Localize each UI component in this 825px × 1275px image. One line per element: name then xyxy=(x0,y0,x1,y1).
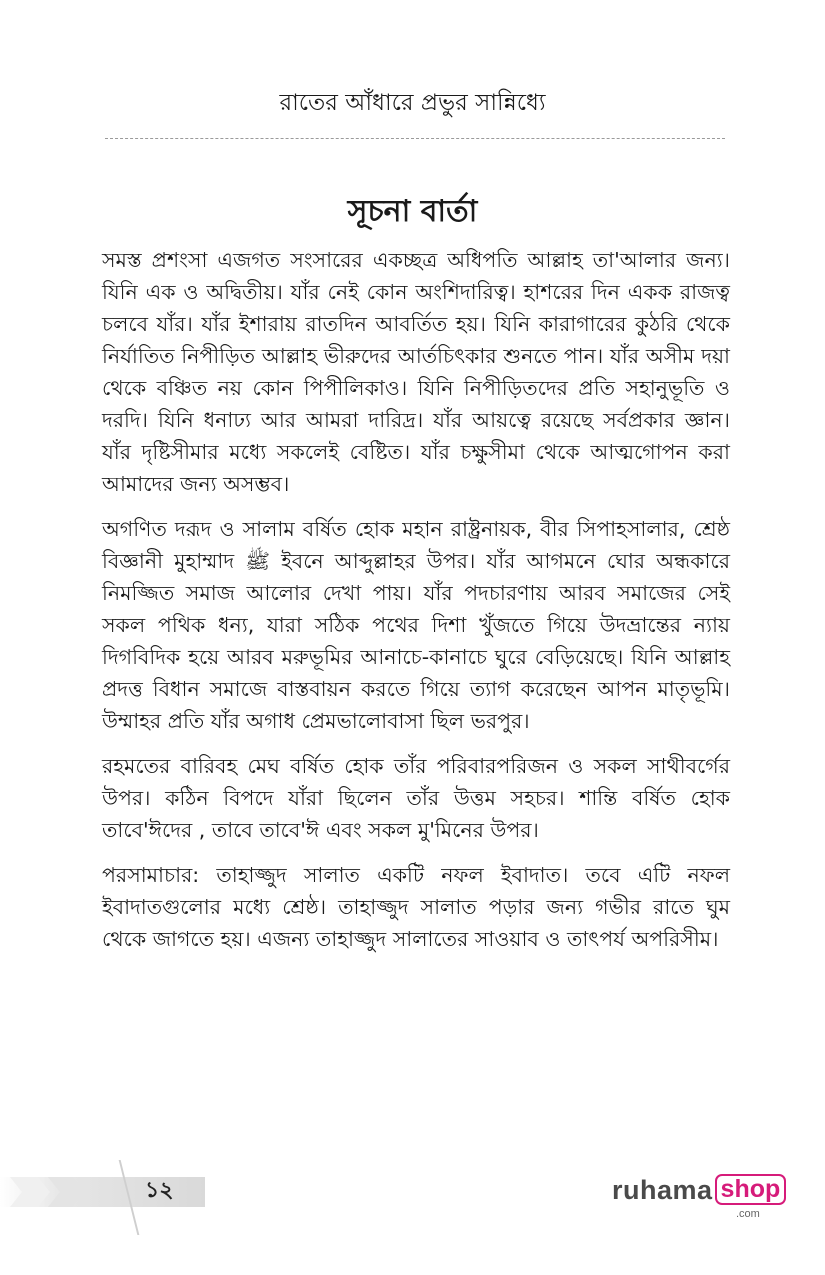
chapter-title: সূচনা বার্তা xyxy=(347,194,478,229)
footer-chevron-icon xyxy=(10,1177,100,1207)
paragraph-4: পরসামাচার: তাহাজ্জুদ সালাত একটি নফল ইবাদাত। তবে এটি নফল ইবাদাতগুলোর মধ্যে শ্রেষ্ঠ। তাহাজ্জুদ সালাত পড়ার জন্য গভীর রাতে ঘুম থেকে জাগতে হয়। এজন্য তাহাজ্জুদ সালাতের সাওয়াব ও তাৎপর্য অপরিসীম। xyxy=(102,863,730,951)
publisher-logo xyxy=(612,1174,786,1214)
paragraph-2: অগণিত দরূদ ও সালাম বর্ষিত হোক মহান রাষ্ট্রনায়ক, বীর সিপাহসালার, শ্রেষ্ঠ বিজ্ঞানী মুহাম্মাদ ﷺ ইবনে আব্দুল্লাহর উপর। যাঁর আগমনে ঘোর অন্ধকারে নিমজ্জিত সমাজ আলোর দেখা পায়। যাঁর পদচারণায় আরব সমাজের সেই সকল পথিক ধন্য, যারা সঠিক পথের দিশা খুঁজতে গিয়ে উদভ্রান্তের ন্যায় দিগবিদিক হয়ে আরব মরুভূমির আনাচে-কানাচে ঘুরে বেড়িয়েছে। যিনি আল্লাহ প্রদত্ত বিধান সমাজে বাস্তবায়ন করতে গিয়ে ত্যাগ করেছেন আপন মাতৃভূমি। উম্মাহর প্রতি যাঁর অগাধ প্রেমভালোবাসা ছিল ভরপুর। xyxy=(102,517,730,733)
paragraph-1: সমস্ত প্রশংসা এজগত সংসারের একচ্ছত্র অধিপতি আল্লাহ তা'আলার জন্য। যিনি এক ও অদ্বিতীয়। যাঁর নেই কোন অংশিদারিত্ব। হাশরের দিন একক রাজত্ব চলবে যাঁর। যাঁর ইশারায় রাতদিন আবর্তিত হয়। যিনি কারাগারের কুঠরি থেকে নির্যাতিত নিপীড়িত আল্লাহ ভীরুদের আর্তচিৎকার শুনতে পান। যাঁর অসীম দয়া থেকে বঞ্চিত নয় কোন পিপীলিকাও। যিনি নিপীড়িতদের প্রতি সহানুভূতি ও দরদি। যিনি ধনাঢ্য আর আমরা দারিদ্র। যাঁর আয়ত্বে রয়েছে সর্বপ্রকার জ্ঞান। যাঁর দৃষ্টিসীমার মধ্যে সকলেই বেষ্টিত। যাঁর চক্ষুসীমা থেকে আত্মগোপন করা আমাদের জন্য অসম্ভব। xyxy=(102,248,730,496)
brand-shop-badge: shop xyxy=(715,1174,787,1205)
paragraph-3: রহমতের বারিবহ মেঘ বর্ষিত হোক তাঁর পরিবারপরিজন ও সকল সাথীবর্গের উপর। কঠিন বিপদে যাঁরা ছিলেন তাঁর উত্তম সহচর। শান্তি বর্ষিত হোক তাবে'ঈদের , তাবে তাবে'ঈ এবং সকল মু'মিনের উপর। xyxy=(102,754,730,842)
page-number: ১২ xyxy=(145,1178,174,1203)
running-head: রাতের আঁধারে প্রভুর সান্নিধ্যে xyxy=(279,90,546,116)
brand-domain: .com xyxy=(736,1208,760,1220)
body-text xyxy=(102,244,730,968)
header-divider xyxy=(105,138,725,139)
brand-name: ruhama xyxy=(612,1175,713,1205)
